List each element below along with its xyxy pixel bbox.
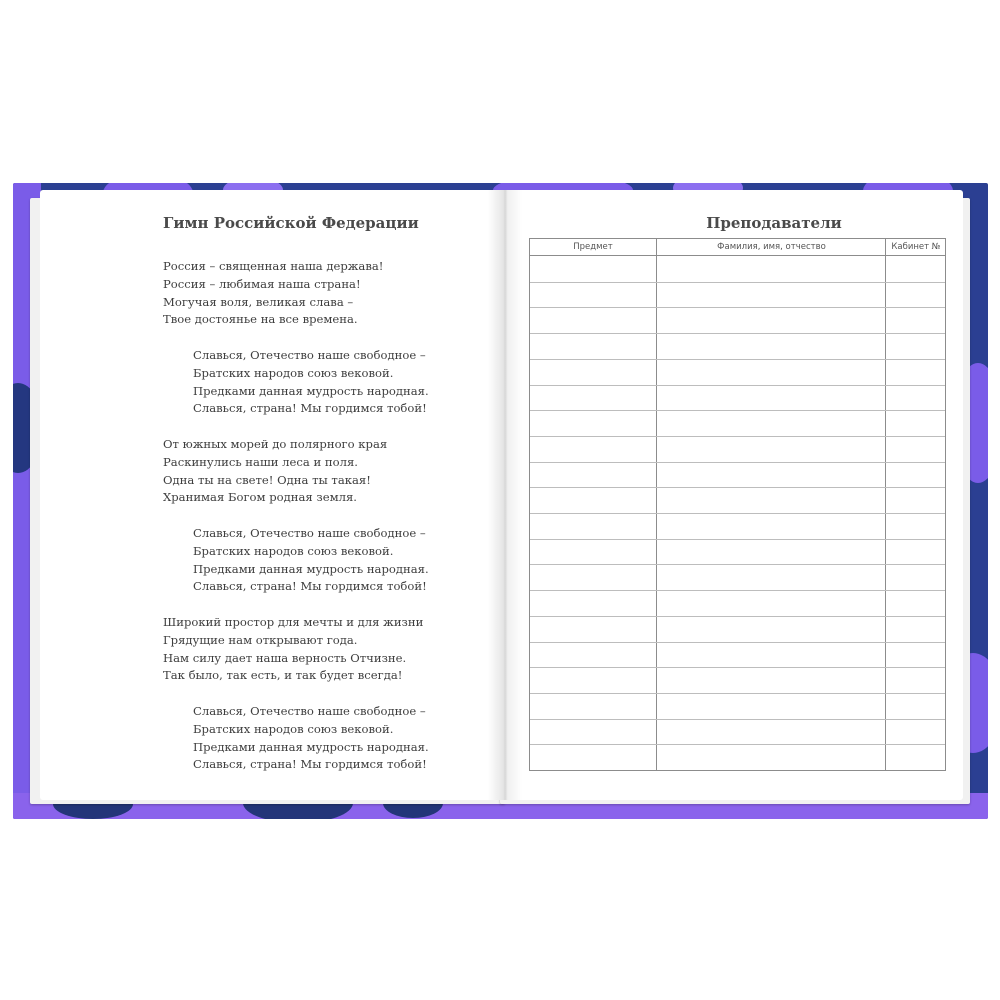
anthem-line: Предками данная мудрость народная.	[193, 561, 429, 576]
table-row-line	[530, 564, 945, 565]
table-row-line	[530, 719, 945, 720]
anthem-chorus	[193, 347, 429, 418]
table-row-line	[530, 539, 945, 540]
table-row-line	[530, 693, 945, 694]
table-row-line	[530, 513, 945, 514]
anthem-line: Братских народов союз вековой.	[193, 543, 394, 558]
table-row-line	[530, 616, 945, 617]
anthem-line: Славься, Отечество наше свободное –	[193, 348, 426, 362]
anthem-line: Братских народов союз вековой.	[193, 365, 394, 380]
anthem-line: Могучая воля, великая слава –	[163, 294, 354, 309]
anthem-line: Раскинулись наши леса и поля.	[163, 454, 358, 469]
anthem-line: Широкий простор для мечты и для жизни	[163, 615, 424, 629]
anthem-line: Славься, страна! Мы гордимся тобой!	[193, 757, 427, 772]
anthem-line: Славься, Отечество наше свободное –	[193, 704, 426, 718]
anthem-line: Грядущие нам открывают года.	[163, 632, 358, 647]
anthem-line: Одна ты на свете! Одна ты такая!	[163, 472, 371, 487]
anthem-line: Славься, Отечество наше свободное –	[193, 526, 426, 540]
table-row-line	[530, 333, 945, 334]
column-header-room: Кабинет №	[891, 242, 941, 252]
column-header-name: Фамилия, имя, отчество	[717, 242, 826, 252]
table-row-line	[530, 436, 945, 437]
table-row-line	[530, 462, 945, 463]
anthem-stanza	[163, 258, 383, 329]
column-divider	[656, 239, 657, 770]
table-row-line	[530, 744, 945, 745]
table-row-line	[530, 307, 945, 308]
anthem-line: Твое достоянье на все времена.	[163, 312, 358, 327]
anthem-line: Братских народов союз вековой.	[193, 721, 394, 736]
teachers-title: Преподаватели	[706, 214, 842, 232]
anthem-title: Гимн Российской Федерации	[163, 214, 419, 232]
anthem-line: Хранимая Богом родная земля.	[163, 490, 357, 505]
table-row-line	[530, 359, 945, 360]
table-row-line	[530, 590, 945, 591]
table-row-line	[530, 487, 945, 488]
column-divider	[885, 239, 886, 770]
anthem-chorus	[193, 525, 429, 596]
anthem-line: Россия – священная наша держава!	[163, 259, 384, 273]
anthem-line: Россия – любимая наша страна!	[163, 276, 361, 291]
teachers-table	[529, 238, 946, 771]
anthem-stanza	[163, 614, 423, 685]
table-header	[530, 239, 945, 256]
anthem-line: Славься, страна! Мы гордимся тобой!	[193, 579, 427, 594]
table-row-line	[530, 282, 945, 283]
table-row-line	[530, 667, 945, 668]
anthem-line: Так было, так есть, и так будет всегда!	[163, 668, 403, 683]
table-row-line	[530, 410, 945, 411]
anthem-line: Предками данная мудрость народная.	[193, 739, 429, 754]
anthem-line: Славься, страна! Мы гордимся тобой!	[193, 401, 427, 416]
anthem-stanza	[163, 436, 387, 507]
anthem-line: Предками данная мудрость народная.	[193, 383, 429, 398]
table-row-line	[530, 385, 945, 386]
anthem-line: Нам силу дает наша верность Отчизне.	[163, 650, 407, 665]
column-header-subject: Предмет	[573, 242, 613, 252]
table-row-line	[530, 642, 945, 643]
anthem-line: От южных морей до полярного края	[163, 437, 388, 451]
anthem-chorus	[193, 703, 429, 774]
